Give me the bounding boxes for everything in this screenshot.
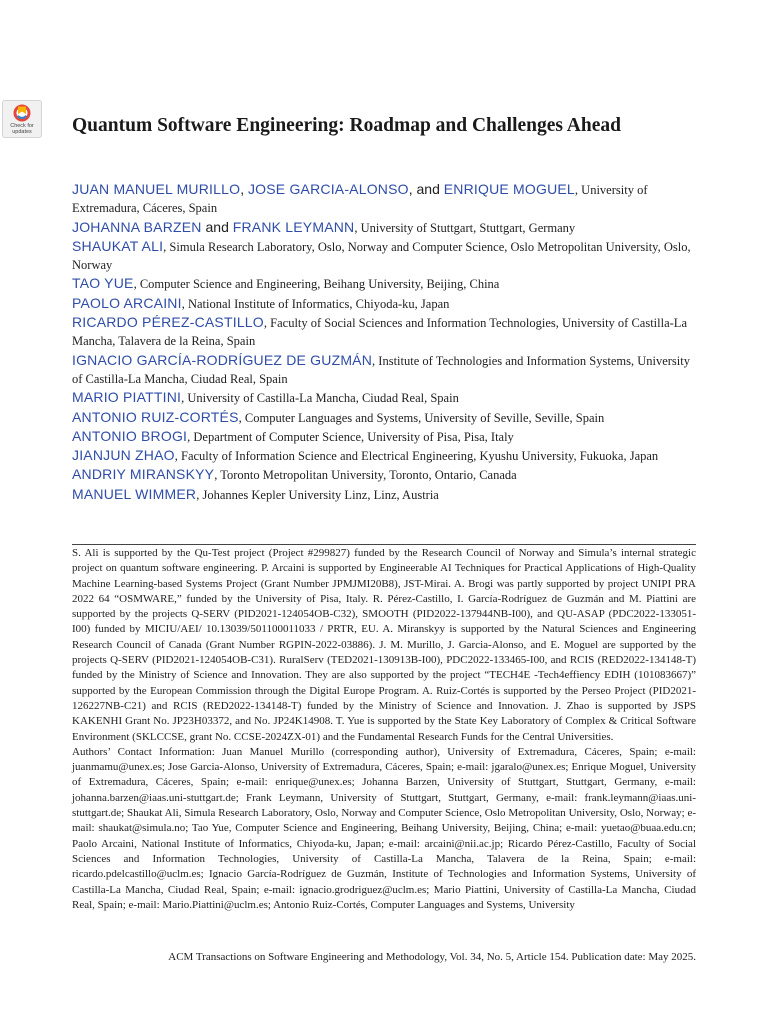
- author-name[interactable]: MARIO PIATTINI: [72, 389, 182, 406]
- funding-note: S. Ali is supported by the Qu-Test project (Project #299827) funded by the Research Council of Norway and Simula’s internal strategic project on quantum software engineering. P. Arcaini is supported by Engineerable AI Techniques for Practical Applications of High-Quality Machine Learning-based Systems Project (Grant Number JPMJMI20B8), JST-Mirai. A. Brogi was partly supported by project UNIPI PRA 2022 64 “OSMWARE,” funded by the University of Pisa, Italy. R. Pérez-Castillo, I. García-Rodríguez de Guzmán and M. Piattini are supported by the projects Q-SERV (PID2021-124054OB-C32), SMOOTH (PID2022-137944NB-I00), and QU-ASAP (PDC2022-133051-I00) funded by MICIU/AEI/ 10.13039/501100011033 / PRTR, EU. A. Miranskyy is supported by the Natural Sciences and Engineering Research Council of Canada (Grant Number RGPIN-2022-03886). J. M. Murillo, J. Garcia-Alonso, and E. Moguel are supported by the projects Q-SERV (PID2021-124054OB-C31). RuralServ (TED2021-130913B-I00), PDC2022-133465-I00, and RCIS (RED2022-134148-T) funded by the Ministry of Science and Innovation. They are also supported by the project “TECH4E -Tech4effiency EDIH (101083667)” supported by the European Commission through the Digital Europe Program. A. Ruiz-Cortés is supported by the Perseo Project (PID2021-126227NB-C21) and RCIS (RED2022-134148-T) funded by the Ministry of Science and Innovation. J. Zhao is supported by JSPS KAKENHI Grant No. JP23H03372, and No. JP24K14908. T. Yue is supported by the State Key Laboratory of Complex & Critical Software Environment (SKLCCSE, grant No. CCSE-2024ZX-01) and the Fundamental Research Funds for the Central Universities.: [72, 547, 696, 743]
- author-name[interactable]: ANTONIO RUIZ-CORTÉS: [72, 408, 239, 425]
- author-name[interactable]: IGNACIO GARCÍA-RODRÍGUEZ DE GUZMÁN: [72, 351, 373, 368]
- journal-footer: ACM Transactions on Software Engineering and Methodology, Vol. 34, No. 5, Article 154. Publication date: May 2025.: [168, 951, 696, 963]
- author-name[interactable]: ENRIQUE MOGUEL: [443, 181, 575, 197]
- author-entry: [72, 294, 696, 313]
- author-affiliation: , Johannes Kepler University Linz, Linz, Austria: [196, 487, 439, 502]
- author-entry: [72, 274, 696, 293]
- author-affiliation: , National Institute of Informatics, Chiyoda-ku, Japan: [181, 296, 450, 311]
- author-list: [72, 180, 696, 504]
- author-affiliation: , Toronto Metropolitan University, Toronto, Ontario, Canada: [214, 468, 517, 483]
- author-entry: [72, 237, 696, 275]
- author-entry: [72, 218, 696, 237]
- author-entry: [72, 351, 696, 389]
- author-name[interactable]: SHAUKAT ALI: [72, 237, 164, 254]
- author-name[interactable]: RICARDO PÉREZ-CASTILLO: [72, 314, 264, 331]
- author-name[interactable]: JOHANNA BARZEN: [72, 218, 202, 235]
- author-entry: [72, 180, 696, 218]
- author-entry: [72, 465, 696, 484]
- author-name[interactable]: JUAN MANUEL MURILLO: [72, 181, 241, 197]
- author-affiliation: , Computer Languages and Systems, University of Seville, Seville, Spain: [238, 410, 605, 425]
- badge-label-2: updates: [12, 129, 32, 135]
- author-affiliation: , Faculty of Social Sciences and Information Technologies, University of Castilla-La Mancha, Talavera de la Reina, Spain: [72, 316, 687, 349]
- author-separator: and: [201, 218, 233, 235]
- author-entry: [72, 427, 696, 446]
- author-entry: [72, 446, 696, 465]
- author-entry: [72, 408, 696, 427]
- author-name[interactable]: ANDRIY MIRANSKYY: [72, 466, 215, 483]
- author-affiliation: , Computer Science and Engineering, Beihang University, Beijing, China: [133, 277, 500, 292]
- author-affiliation: , University of Castilla-La Mancha, Ciudad Real, Spain: [181, 391, 459, 406]
- check-for-updates-badge[interactable]: [2, 100, 42, 138]
- author-name[interactable]: JIANJUN ZHAO: [72, 447, 175, 464]
- crossmark-icon: [12, 103, 32, 123]
- paper-title: Quantum Software Engineering: Roadmap and Challenges Ahead: [72, 115, 621, 136]
- author-separator: ,: [240, 181, 248, 197]
- author-name[interactable]: MANUEL WIMMER: [72, 485, 197, 502]
- author-name[interactable]: ANTONIO BROGI: [72, 427, 188, 444]
- author-affiliation: , Department of Computer Science, University of Pisa, Pisa, Italy: [187, 429, 514, 444]
- author-affiliation: , University of Extremadura, Cáceres, Spain: [72, 183, 648, 216]
- footnote-rule: [72, 544, 696, 545]
- author-name[interactable]: JOSE GARCIA-ALONSO: [247, 181, 409, 197]
- author-affiliation: , Simula Research Laboratory, Oslo, Norway and Computer Science, Oslo Metropolitan University, Oslo, Norway: [72, 239, 691, 273]
- contact-information: Authors’ Contact Information: Juan Manuel Murillo (corresponding author), University of Extremadura, Cáceres, Spain; e-mail: juanmamu@unex.es; Jose Garcia-Alonso, University of Extremadura, Cáceres, Spain; e-mail: jgaralo@unex.es; Enrique Moguel, University of Extremadura, Cáceres, Spain; e-mail: enrique@unex.es; Johanna Barzen, University of Stuttgart, Stuttgart, Germany, e-mail: johanna.barzen@iaas.uni-stuttgart.de; Frank Leymann, University of Stuttgart, Stuttgart, Germany, e-mail: frank.leymann@iaas.uni-stuttgart.de; Shaukat Ali, Simula Research Laboratory, Oslo, Norway and Computer Science, Oslo Metropolitan University, Oslo, Norway; e-mail: shaukat@simula.no; Tao Yue, Computer Science and Engineering, Beihang University, Beijing, China; e-mail: yuetao@buaa.edu.cn; Paolo Arcaini, National Institute of Informatics, Chiyoda-ku, Japan; e-mail: arcaini@nii.ac.jp; Ricardo Pérez-Castillo, Faculty of Social Sciences and Information Technologies, University of Castilla-La Mancha, Talavera de la Reina, Spain; e-mail: ricardo.pdelcastillo@uclm.es; Ignacio García-Rodríguez de Guzmán, Institute of Technologies and Information Systems, University of Castilla-La Mancha, Ciudad Real, Spain; e-mail: ignacio.grodriguez@uclm.es; Mario Piattini, University of Castilla-La Mancha, Ciudad Real, Spain; e-mail: Mario.Piattini@uclm.es; Antonio Ruiz-Cortés, Computer Languages and Systems, University: [72, 745, 696, 911]
- author-separator: , and: [408, 181, 444, 197]
- author-name[interactable]: FRANK LEYMANN: [232, 218, 355, 235]
- author-name[interactable]: TAO YUE: [72, 275, 134, 292]
- author-name[interactable]: PAOLO ARCAINI: [72, 294, 182, 311]
- author-entry: [72, 485, 696, 504]
- author-entry: [72, 388, 696, 407]
- author-affiliation: , University of Stuttgart, Stuttgart, Germany: [354, 220, 576, 235]
- author-affiliation: , Institute of Technologies and Information Systems, University of Castilla-La Mancha, Ciudad Real, Spain: [72, 353, 690, 386]
- author-affiliation: , Faculty of Information Science and Electrical Engineering, Kyushu University, Fukuoka, Japan: [174, 449, 659, 464]
- footnotes: [72, 546, 696, 913]
- author-entry: [72, 313, 696, 351]
- badge-label-1: Check for: [10, 123, 34, 129]
